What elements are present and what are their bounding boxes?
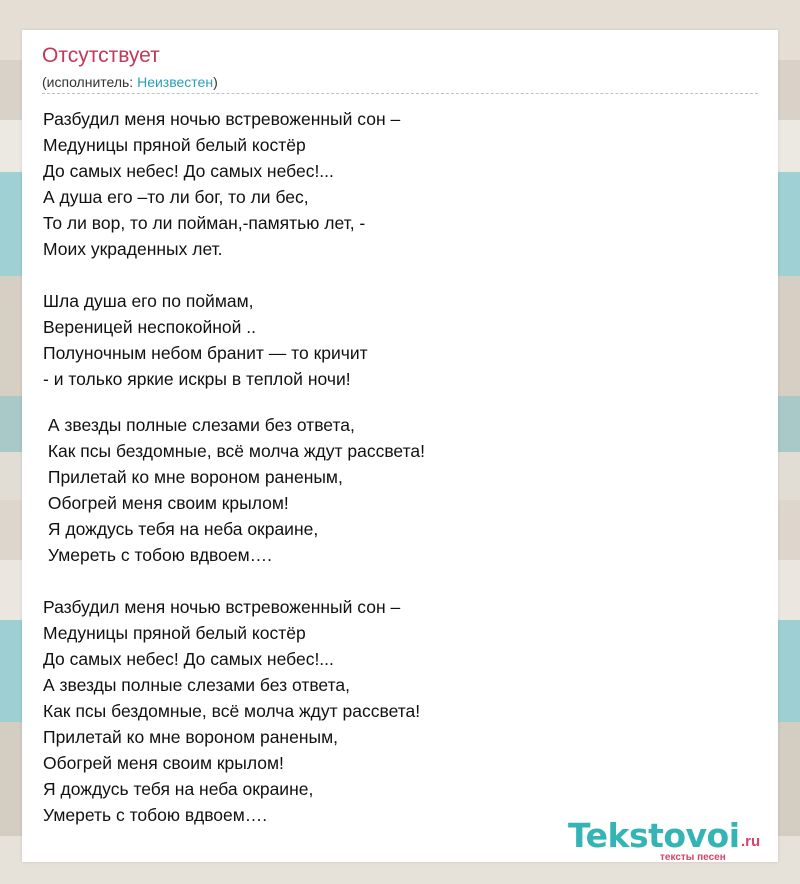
lyric-line: До самых небес! До самых небес!... [43, 161, 334, 181]
lyric-line: А звезды полные слезами без ответа, [43, 415, 355, 435]
lyric-line: Я дождусь тебя на неба окраине, [43, 779, 314, 799]
lyric-line: Вереницей неспокойной .. [43, 317, 256, 337]
tekstovoi-logo[interactable] [568, 816, 778, 866]
lyric-line: Моих украденных лет. [43, 239, 223, 259]
lyric-line: Умереть с тобою вдвоем…. [43, 805, 268, 825]
lyric-line: Обогрей меня своим крылом! [43, 493, 289, 513]
lyric-line: Разбудил меня ночью встревоженный сон – [43, 597, 401, 617]
stanza-break [43, 568, 763, 594]
lyric-line: - и только яркие искры в теплой ночи! [43, 369, 351, 389]
lyric-line: Как псы бездомные, всё молча ждут рассвета! [43, 701, 421, 721]
artist-prefix: (исполнитель: [42, 74, 138, 90]
lyric-line: Обогрей меня своим крылом! [43, 753, 284, 773]
lyric-line: А звезды полные слезами без ответа, [43, 675, 350, 695]
lyric-line: А душа его –то ли бог, то ли бес, [43, 187, 309, 207]
lyric-line: Медуницы пряной белый костёр [43, 135, 306, 155]
lyrics-text [43, 106, 763, 828]
lyric-line: Шла душа его по поймам, [43, 291, 254, 311]
lyric-line: Разбудил меня ночью встревоженный сон – [43, 109, 401, 129]
artist-suffix: ) [213, 74, 218, 90]
stanza-break [43, 262, 763, 288]
artist-link[interactable]: Неизвестен [137, 74, 214, 90]
lyric-line: Я дождусь тебя на неба окраине, [43, 519, 319, 539]
logo-tagline: тексты песен [660, 852, 726, 863]
lyric-line: Медуницы пряной белый костёр [43, 623, 306, 643]
lyric-line: Как псы бездомные, всё молча ждут рассвета! [43, 441, 426, 461]
artist-line [42, 74, 218, 90]
logo-tld: .ru [741, 833, 761, 850]
lyric-line: Умереть с тобою вдвоем…. [43, 545, 273, 565]
stanza-break [43, 392, 763, 412]
lyric-line: Полуночным небом бранит — то кричит [43, 343, 368, 363]
song-title: Отсутствует [42, 44, 160, 67]
logo-wordmark: Tekstovoi [568, 816, 740, 855]
lyric-line: Прилетай ко мне вороном раненым, [43, 467, 343, 487]
divider [42, 93, 758, 94]
lyrics-card [22, 30, 778, 862]
lyric-line: До самых небес! До самых небес!... [43, 649, 334, 669]
lyric-line: То ли вор, то ли пойман,-памятью лет, - [43, 213, 366, 233]
lyric-line: Прилетай ко мне вороном раненым, [43, 727, 338, 747]
